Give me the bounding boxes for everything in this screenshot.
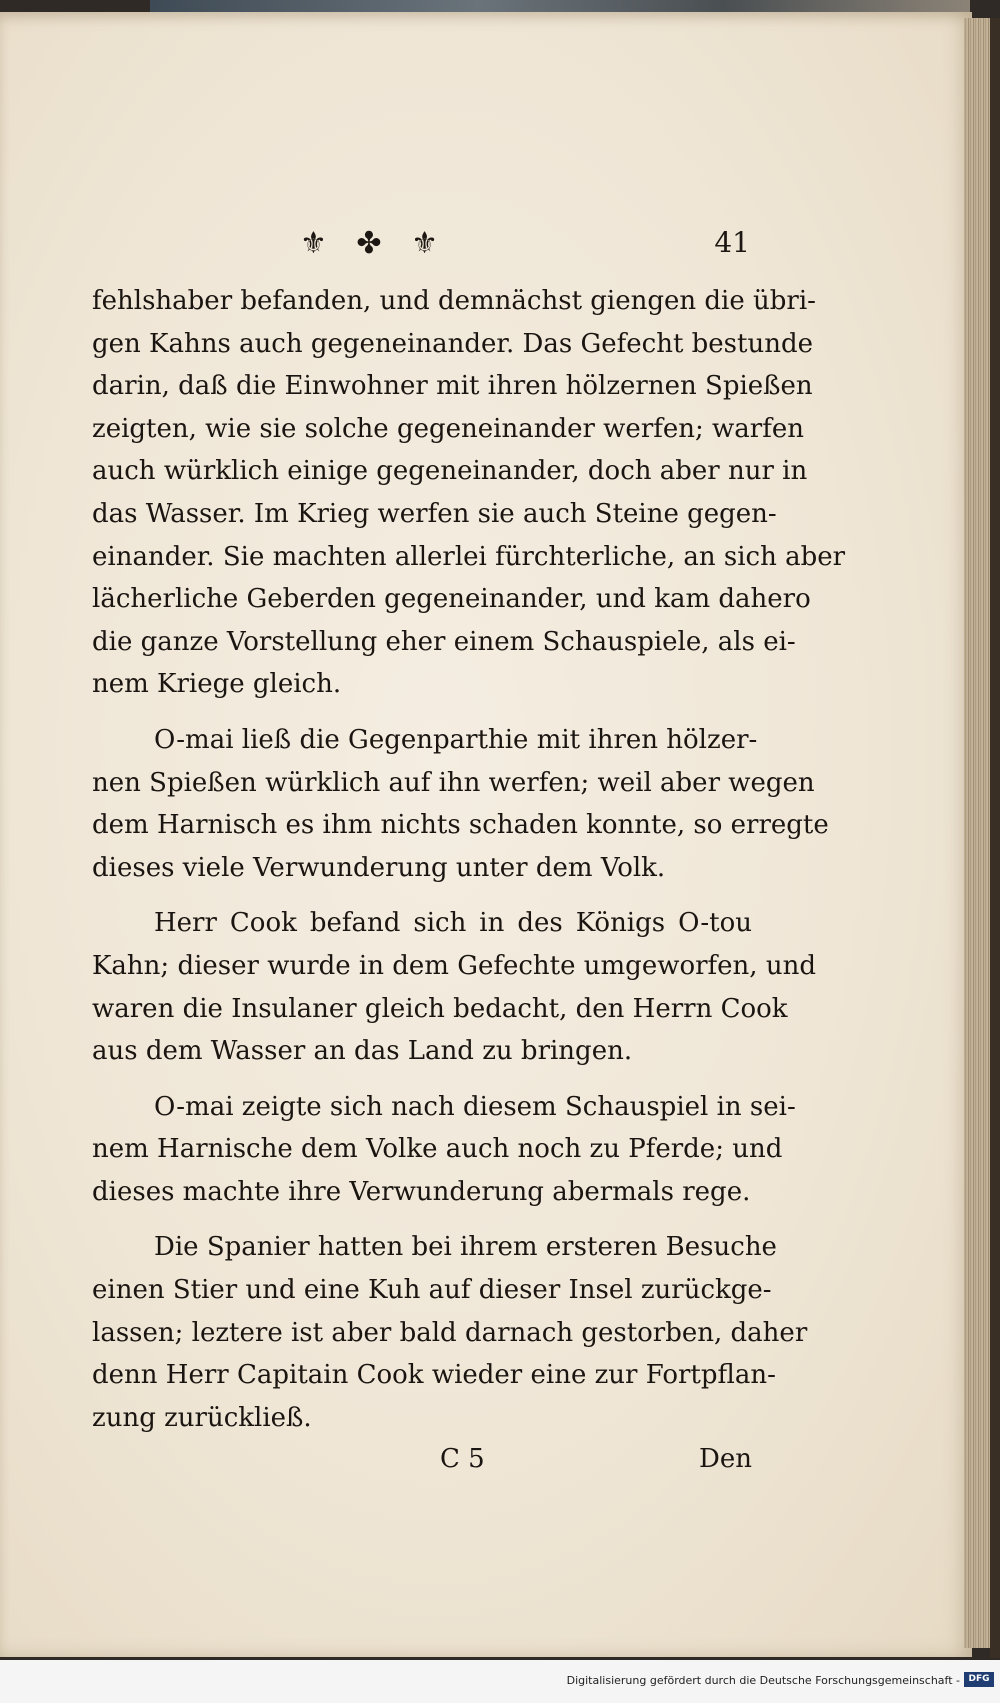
signature-mark: C 5 bbox=[440, 1444, 485, 1474]
text-line: Die Spanier hatten bei ihrem ersteren Besuche bbox=[154, 1232, 777, 1263]
catchword: Den bbox=[699, 1444, 752, 1474]
text-line: nem Harnische dem Volke auch noch zu Pferde; und bbox=[92, 1134, 783, 1165]
body-text bbox=[92, 280, 846, 1439]
running-header bbox=[300, 226, 750, 266]
text-line: einen Stier und eine Kuh auf dieser Insel zurückge- bbox=[92, 1275, 772, 1306]
text-line: Kahn; dieser wurde in dem Gefechte umgeworfen, und bbox=[92, 950, 816, 981]
text-line: Herr Cook befand sich in des Königs O-tou bbox=[154, 908, 752, 939]
text-line: gen Kahns auch gegeneinander. Das Gefecht bestunde bbox=[92, 328, 813, 359]
text-line: dem Harnisch es ihm nichts schaden konnte, so erregte bbox=[92, 810, 829, 841]
text-line: aus dem Wasser an das Land zu bringen. bbox=[92, 1036, 633, 1067]
text-line: die ganze Vorstellung eher einem Schauspiele, als ei- bbox=[92, 626, 796, 657]
text-line: waren die Insulaner gleich bedacht, den Herrn Cook bbox=[92, 993, 788, 1024]
page-footer bbox=[92, 1444, 752, 1484]
page-number: 41 bbox=[714, 226, 750, 259]
dfg-logo-icon: DFG bbox=[964, 1672, 994, 1687]
paragraph-2 bbox=[92, 719, 829, 889]
paragraph-1 bbox=[92, 280, 846, 706]
text-line: denn Herr Capitain Cook wieder eine zur Fortpflan- bbox=[92, 1360, 776, 1391]
text-line: auch würklich einige gegeneinander, doch aber nur in bbox=[92, 456, 808, 487]
text-line: O-mai zeigte sich nach diesem Schauspiel in sei- bbox=[154, 1091, 796, 1122]
text-line: dieses machte ihre Verwunderung abermals rege. bbox=[92, 1176, 751, 1207]
text-line: O-mai ließ die Gegenparthie mit ihren hölzer- bbox=[154, 724, 758, 755]
text-line: einander. Sie machten allerlei fürchterliche, an sich aber bbox=[92, 541, 846, 572]
text-line: lächerliche Geberden gegeneinander, und kam dahero bbox=[92, 584, 811, 615]
text-line: fehlshaber befanden, und demnächst giengen die übri- bbox=[92, 286, 816, 316]
text-line: nem Kriege gleich. bbox=[92, 669, 342, 700]
paragraph-3 bbox=[92, 902, 816, 1072]
text-line: dieses viele Verwunderung unter dem Volk. bbox=[92, 852, 666, 883]
text-line: nen Spießen würklich auf ihn werfen; weil aber wegen bbox=[92, 767, 815, 798]
paragraph-5 bbox=[92, 1226, 808, 1439]
header-ornament: ⚜ ✤ ⚜ bbox=[300, 226, 448, 261]
text-line: das Wasser. Im Krieg werfen sie auch Steine gegen- bbox=[92, 498, 777, 529]
digitization-credit: Digitalisierung gefördert durch die Deutsche Forschungsgemeinschaft - bbox=[566, 1674, 960, 1687]
paragraph-4 bbox=[92, 1086, 796, 1214]
text-line: zung zurückließ. bbox=[92, 1402, 312, 1433]
text-line: lassen; leztere ist aber bald darnach gestorben, daher bbox=[92, 1317, 808, 1348]
page-edge-shadow bbox=[990, 18, 1000, 1658]
text-line: darin, daß die Einwohner mit ihren hölzernen Spießen bbox=[92, 371, 813, 402]
text-line: zeigten, wie sie solche gegeneinander werfen; warfen bbox=[92, 413, 804, 444]
